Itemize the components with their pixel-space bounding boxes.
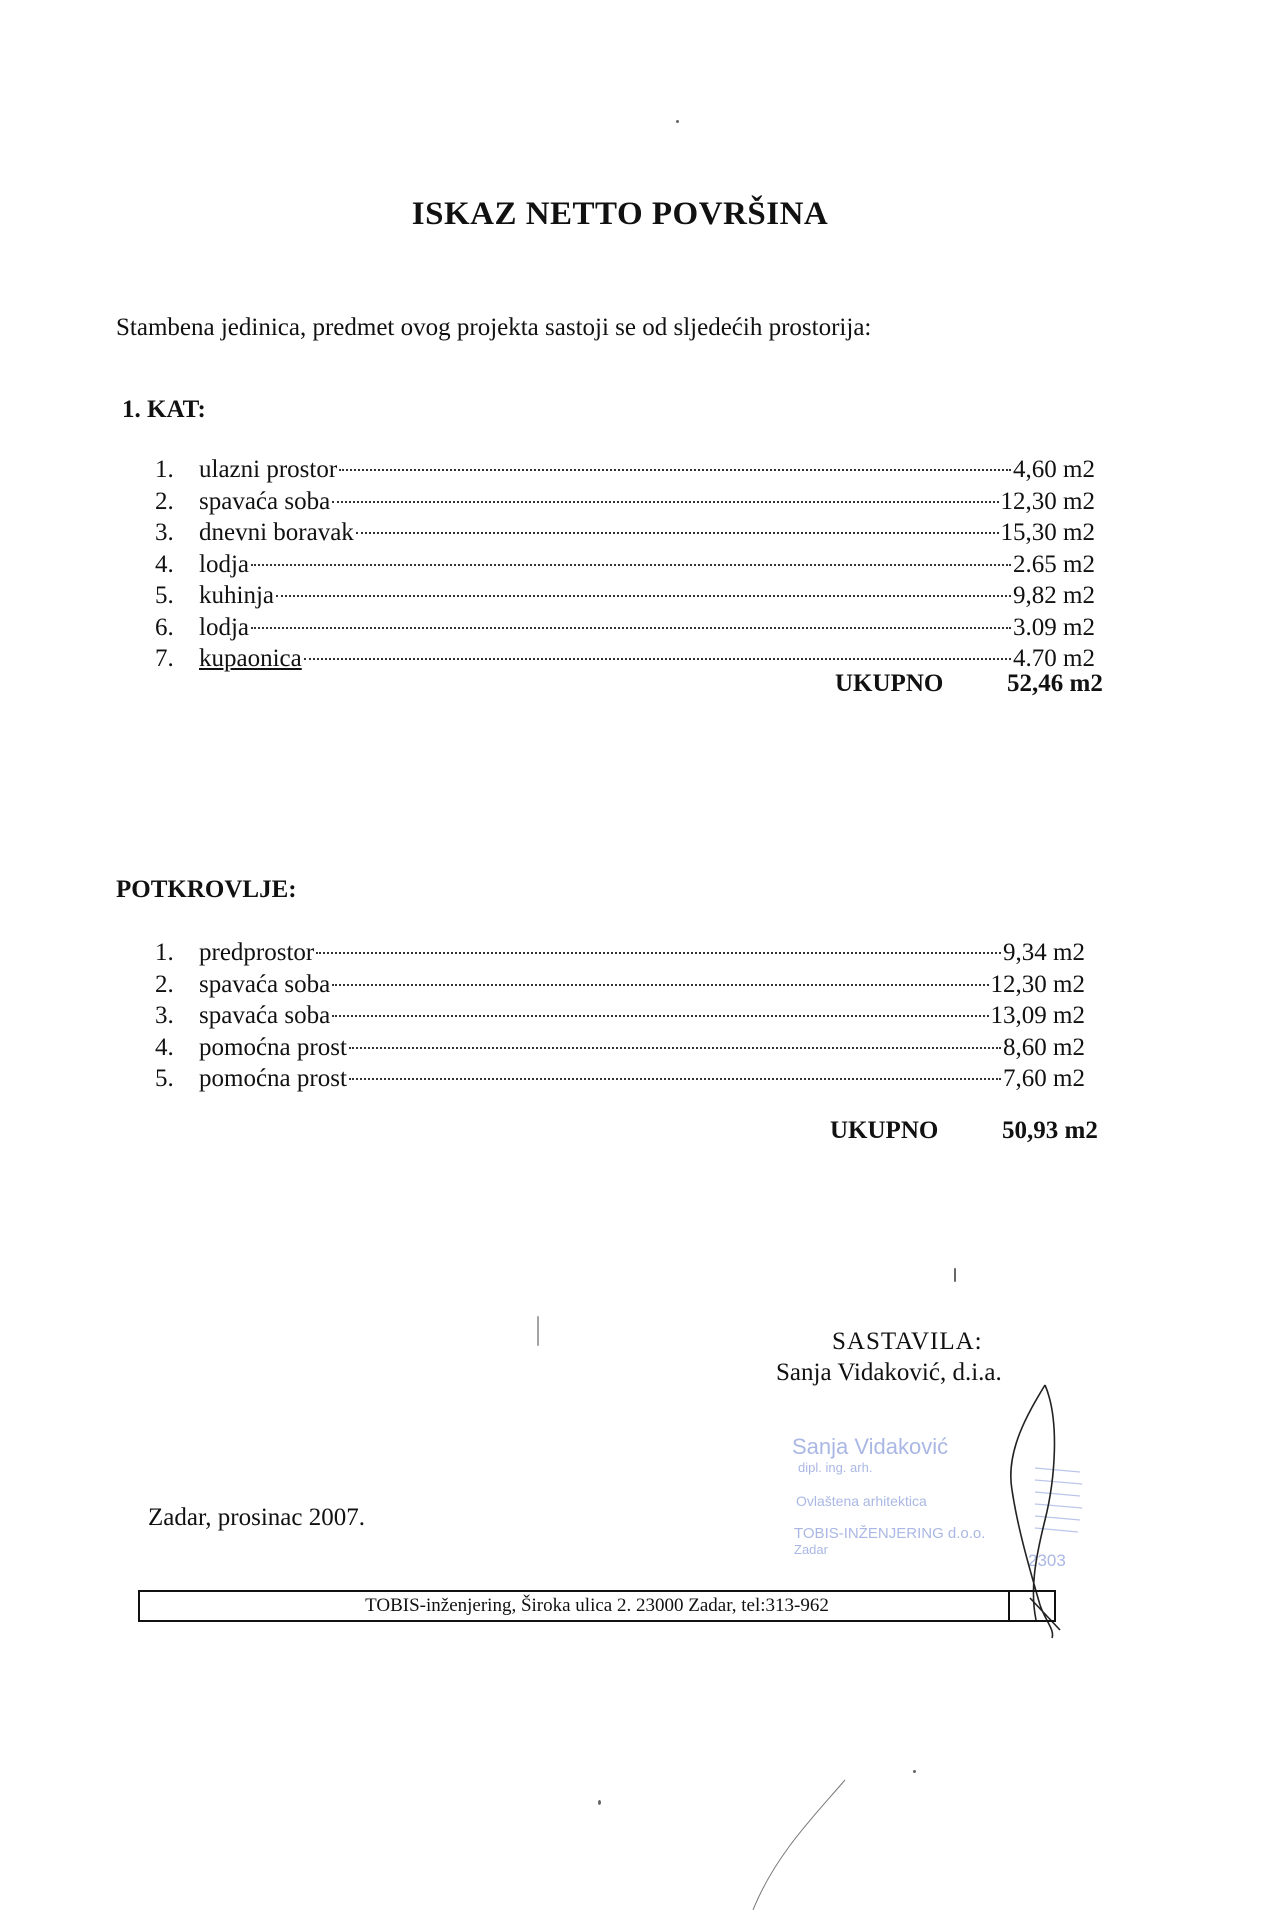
room-name: predprostor <box>199 939 315 966</box>
list-item <box>155 580 1095 612</box>
room-list-kat <box>155 454 1095 675</box>
room-name: lodja <box>199 550 249 578</box>
total-label: UKUPNO <box>830 1117 939 1144</box>
section-total-potkrovlje <box>830 1117 1098 1145</box>
room-area: 2.65 m2 <box>1013 550 1095 578</box>
room-name: kuhinja <box>199 582 274 609</box>
room-name: spavaća soba <box>199 487 331 515</box>
list-item <box>155 517 1095 549</box>
room-number: 1. <box>155 456 174 483</box>
room-area: 4,60 m2 <box>1013 456 1095 483</box>
total-value: 50,93 m2 <box>1002 1117 1098 1144</box>
section-heading-kat: 1. KAT: <box>122 396 206 423</box>
room-name: spavaća soba <box>199 1002 331 1029</box>
signature-label: SASTAVILA: <box>832 1328 983 1355</box>
scan-speck <box>598 1800 601 1805</box>
total-label: UKUPNO <box>835 670 944 697</box>
room-number: 3. <box>155 519 174 546</box>
list-item <box>155 454 1095 486</box>
dot-leader <box>349 1047 1001 1049</box>
stamp-number: 2303 <box>1028 1551 1066 1568</box>
section-heading-potkrovlje: POTKROVLJE: <box>116 876 297 903</box>
room-number: 6. <box>155 613 174 641</box>
dot-leader <box>304 658 1011 660</box>
footer-divider <box>1008 1592 1010 1620</box>
dot-leader <box>251 564 1011 566</box>
room-number: 2. <box>155 487 174 515</box>
document-title: ISKAZ NETTO POVRŠINA <box>411 196 829 232</box>
scan-speck <box>913 1770 916 1773</box>
signature-name: Sanja Vidaković, d.i.a. <box>776 1359 1002 1386</box>
list-item <box>155 1000 1085 1032</box>
total-value: 52,46 m2 <box>1007 670 1103 697</box>
footer-box <box>138 1590 1056 1622</box>
dot-leader <box>332 1015 988 1017</box>
list-item <box>155 969 1085 1001</box>
room-number: 5. <box>155 582 174 609</box>
stamp-line: Zadar <box>794 1542 828 1557</box>
room-number: 1. <box>155 939 174 966</box>
list-item <box>155 486 1095 518</box>
intro-text: Stambena jedinica, predmet ovog projekta sastoji se od sljedećih prostorija: <box>116 314 872 341</box>
list-item <box>155 549 1095 581</box>
room-name: dnevni boravak <box>199 519 354 546</box>
room-name: pomoćna prost <box>199 1033 347 1061</box>
room-area: 15,30 m2 <box>1000 519 1095 546</box>
dot-leader <box>316 952 1001 954</box>
room-name: ulazni prostor <box>199 456 338 483</box>
room-list-potkrovlje <box>155 937 1085 1095</box>
dot-leader <box>251 627 1011 629</box>
room-area: 13,09 m2 <box>990 1002 1085 1029</box>
room-area: 4.70 m2 <box>1013 645 1095 672</box>
scan-mark <box>745 1775 855 1915</box>
room-area: 8,60 m2 <box>1003 1033 1085 1061</box>
room-name: pomoćna prost <box>199 1065 347 1092</box>
scan-speck <box>954 1268 956 1282</box>
scan-speck <box>676 120 679 123</box>
list-item <box>155 1063 1085 1095</box>
stamp-line: dipl. ing. arh. <box>798 1460 873 1475</box>
section-total-kat <box>835 670 1103 698</box>
room-name: kupaonica <box>199 645 302 672</box>
room-area: 12,30 m2 <box>1000 487 1095 515</box>
list-item <box>155 937 1085 969</box>
stamp-line: Sanja Vidaković <box>792 1434 949 1459</box>
dot-leader <box>349 1078 1001 1080</box>
room-number: 7. <box>155 645 174 672</box>
list-item <box>155 612 1095 644</box>
room-number: 4. <box>155 1033 174 1061</box>
stamp-line: TOBIS-INŽENJERING d.o.o. <box>794 1525 986 1542</box>
room-area: 12,30 m2 <box>990 970 1085 998</box>
room-number: 5. <box>155 1065 174 1092</box>
place-date: Zadar, prosinac 2007. <box>148 1504 365 1531</box>
dot-leader <box>332 501 998 503</box>
room-area: 9,82 m2 <box>1013 582 1095 609</box>
scan-speck <box>537 1316 539 1346</box>
room-name: spavaća soba <box>199 970 331 998</box>
footer-text: TOBIS-inženjering, Široka ulica 2. 23000 Zadar, tel:313-962 <box>365 1595 829 1616</box>
list-item <box>155 1032 1085 1064</box>
dot-leader <box>276 595 1011 597</box>
room-area: 9,34 m2 <box>1003 939 1085 966</box>
room-number: 2. <box>155 970 174 998</box>
dot-leader <box>332 984 988 986</box>
room-area: 7,60 m2 <box>1003 1065 1085 1092</box>
room-name: lodja <box>199 613 249 641</box>
dot-leader <box>339 469 1011 471</box>
room-area: 3.09 m2 <box>1013 613 1095 641</box>
dot-leader <box>356 532 999 534</box>
room-number: 4. <box>155 550 174 578</box>
room-number: 3. <box>155 1002 174 1029</box>
stamp-line: Ovlaštena arhitektica <box>796 1493 927 1509</box>
